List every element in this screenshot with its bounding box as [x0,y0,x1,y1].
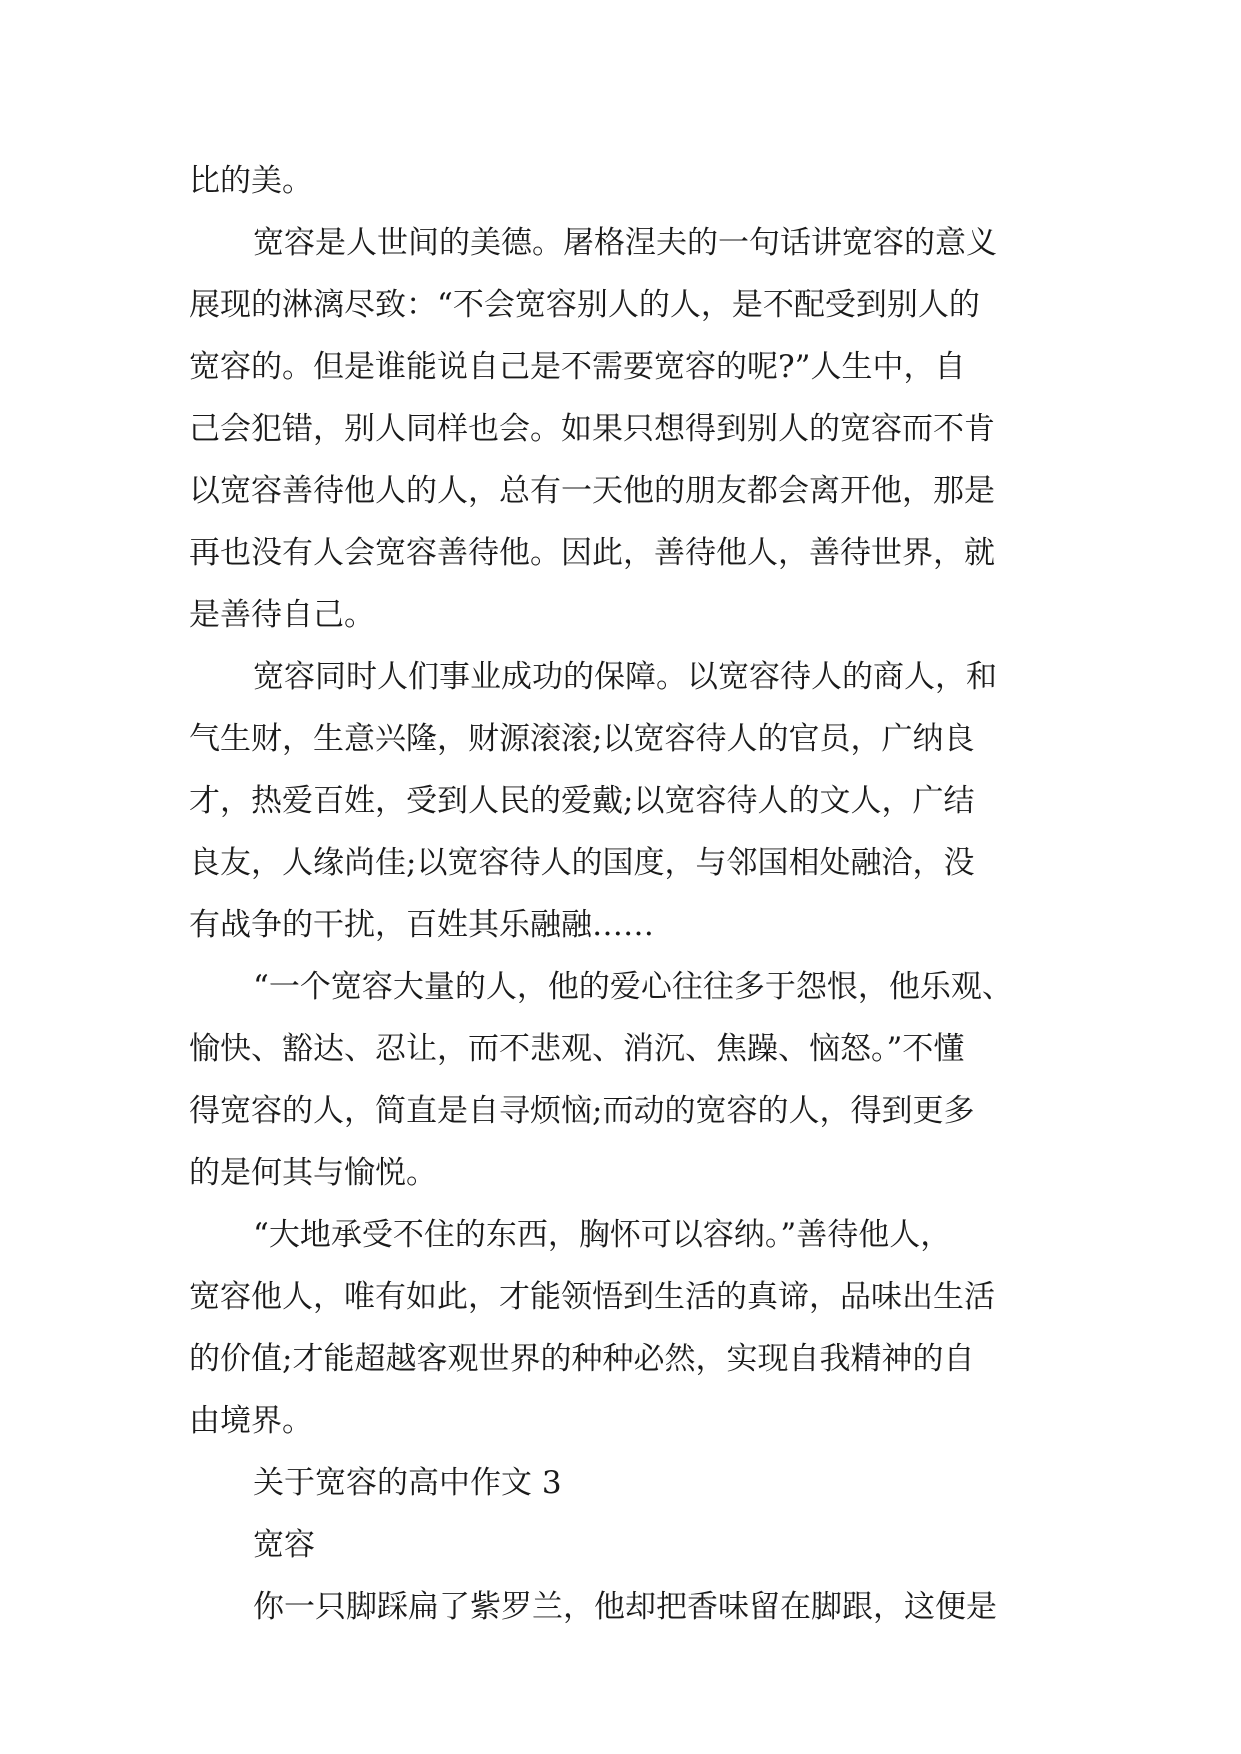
document-body [189,150,1049,1638]
text-line: 你一只脚踩扁了紫罗兰，他却把香味留在脚跟，这便是 [253,1589,997,1625]
text-line: 宽容的。但是谁能说自己是不需要宽容的呢?”人生中，自 [189,349,966,385]
text-line: 比的美。 [189,163,313,199]
text-line: 的价值;才能超越客观世界的种种必然，实现自我精神的自 [189,1341,975,1377]
text-line: 关于宽容的高中作文 3 [253,1465,562,1501]
text-line: 再也没有人会宽容善待他。因此，善待他人，善待世界，就 [189,535,995,571]
text-line: “一个宽容大量的人，他的爱心往往多于怨恨，他乐观、 [253,969,1013,1005]
text-line: 气生财，生意兴隆，财源滚滚;以宽容待人的官员，广纳良 [189,721,975,757]
text-line: 才，热爱百姓，受到人民的爱戴;以宽容待人的文人，广结 [189,783,975,819]
text-line: 是善待自己。 [189,597,375,633]
text-line: 的是何其与愉悦。 [189,1155,437,1191]
text-line: 得宽容的人，简直是自寻烦恼;而动的宽容的人，得到更多 [189,1093,975,1129]
text-line: 宽容他人，唯有如此，才能领悟到生活的真谛，品味出生活 [189,1279,995,1315]
text-line: 愉快、豁达、忍让，而不悲观、消沉、焦躁、恼怒。”不懂 [189,1031,965,1067]
text-line: 宽容同时人们事业成功的保障。以宽容待人的商人，和 [253,659,997,695]
text-line: 有战争的干扰，百姓其乐融融…… [189,907,654,943]
text-line: 由境界。 [189,1403,313,1439]
text-line: 良友，人缘尚佳;以宽容待人的国度，与邻国相处融洽，没 [189,845,975,881]
text-line: 宽容 [253,1527,315,1563]
text-line: 展现的淋漓尽致：“不会宽容别人的人，是不配受到别人的 [189,287,980,323]
text-line: 以宽容善待他人的人，总有一天他的朋友都会离开他，那是 [189,473,995,509]
text-line: 宽容是人世间的美德。屠格涅夫的一句话讲宽容的意义 [253,225,997,261]
text-line: “大地承受不住的东西，胸怀可以容纳。”善待他人， [253,1217,952,1253]
text-line: 己会犯错，别人同样也会。如果只想得到别人的宽容而不肯 [189,411,995,447]
